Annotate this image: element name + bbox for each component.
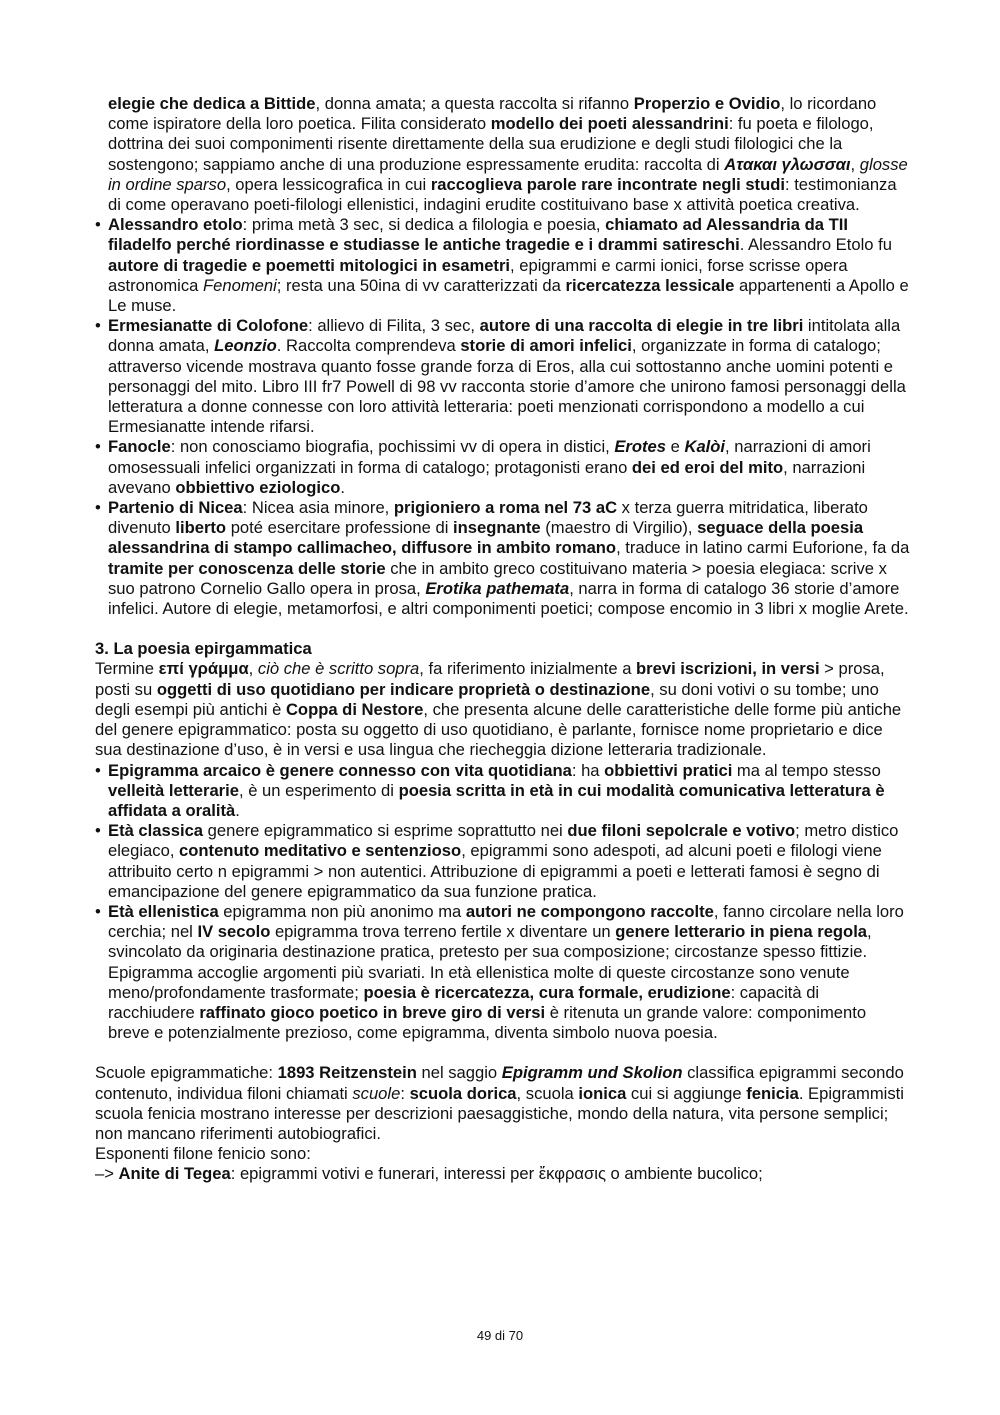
- text-span: :: [400, 1083, 410, 1103]
- text-span: Leonzio: [214, 336, 277, 356]
- text-span: genere letterario in piena regola: [615, 922, 868, 942]
- text-span: glosse in ordine sparso: [108, 154, 908, 194]
- paragraph: [95, 1063, 910, 1144]
- text-span: scuola dorica: [409, 1083, 517, 1103]
- text-span: .: [235, 800, 240, 820]
- text-span: tramite per conoscenza delle storie: [108, 558, 386, 578]
- text-span: ; resta una 50ina di vv caratterizzati da: [276, 275, 566, 295]
- text-span: poesia è ricercatezza, cura formale, erudizione: [363, 982, 731, 1002]
- section-heading: [95, 639, 910, 659]
- text-span: 3. La poesia epirgammatica: [95, 639, 312, 659]
- text-span: ,: [248, 659, 258, 679]
- text-span: classifica epigrammi secondo contenuto, individua filoni chiamati: [95, 1063, 904, 1103]
- text-span: , opera lessicografica in cui: [226, 174, 431, 194]
- text-span: Coppa di Nestore: [285, 699, 424, 719]
- text-span: ,: [850, 154, 860, 174]
- text-span: seguace della poesia alessandrina di stampo callimacheo, diffusore in ambito romano: [108, 518, 864, 558]
- text-span: : ha: [571, 760, 605, 780]
- text-span: chiamato ad Alessandria da TII filadelfo perché riordinasse e studiasse le antiche tragedie e i drammi satireschi: [108, 215, 848, 255]
- text-span: : prima metà 3 sec, si dedica a filologia e poesia,: [242, 215, 606, 235]
- text-span: epigramma non più anonimo ma: [218, 901, 466, 921]
- text-span: Epigramma arcaico è genere connesso con vita quotidiana: [108, 760, 572, 780]
- text-span: IV secolo: [197, 922, 271, 942]
- bullet-item: [95, 437, 910, 498]
- text-span: velleità letterarie: [108, 780, 239, 800]
- text-span: fenicia: [746, 1083, 799, 1103]
- text-span: prigioniero a roma nel 73 aC: [393, 498, 618, 518]
- text-span: , epigrammi sono adespoti, ad alcuni poeti e filologi viene attribuito certo n epigrammi > non autentici. Attribuzione di epigrammi a poeti e letterati famosi è segno di emancipazione del genere epigrammatico da sua funzione pratica.: [108, 841, 882, 901]
- bullet-item: [95, 761, 910, 822]
- text-span: Epigramm und Skolion: [501, 1063, 683, 1083]
- text-span: ; metro distico elegiaco,: [108, 821, 899, 861]
- text-span: è ritenuta un grande valore: componimento breve e potenzialmente prezioso, come epigramma, diventa simbolo nuova poesia.: [108, 1002, 867, 1043]
- text-span: Fanocle: [108, 437, 171, 457]
- text-span: , organizzate in forma di catalogo; attraverso vicende mostrava quanto fosse grande forza di Eros, alla cui sottostanno anche uomini potenti e personaggi del mito. Libro III fr7 Powell di 98 vv racconta storie d’amore che unirono famosi personaggi della letteratura a donne connesse con loro attività letteraria: poeti menzionati corrispondono a modello a cui Ermesianatte intende rifarsi.: [108, 336, 906, 437]
- text-span: modello dei poeti alessandrini: [490, 114, 729, 134]
- text-span: raffinato gioco poetico in breve giro di versi: [199, 1002, 546, 1022]
- text-span: appartenenti a Apollo e Le muse.: [108, 275, 909, 316]
- text-span: Properzio e Ovidio: [633, 94, 781, 113]
- text-span: brevi iscrizioni, in versi: [636, 659, 820, 679]
- text-span: nel saggio: [416, 1063, 502, 1083]
- bullet-item: [95, 498, 910, 619]
- text-span: , svincolato da originaria destinazione pratica, pretesto per sua composizione; circostanze spesso fittizie. Epigramma accoglie argomenti più svariati. In età ellenistica molte di queste circostanze sono venute meno/profondamente trasformate;: [108, 922, 872, 1002]
- text-span: Termine: [95, 659, 159, 679]
- text-span: dei ed eroi del mito: [631, 457, 784, 477]
- text-span: : fu poeta e filologo, dottrina dei suoi componimenti risente direttamente della sua erudizione e degli studi filologici che la sostengono; sappiamo anche di una produzione espressamente erudita: raccolta di: [108, 114, 874, 174]
- text-span: insegnante: [453, 518, 541, 538]
- text-span: Ατακαι γλωσσαι: [724, 154, 851, 174]
- text-span: Erotes: [614, 437, 667, 457]
- paragraph: [95, 659, 910, 760]
- text-span: : testimonianza di come operavano poeti-filologi ellenistici, indagini erudite costituivano base x attività poetica creativa.: [108, 174, 897, 215]
- text-span: : epigrammi votivi e funerari, interessi per ἔκφρασις o ambiente bucolico;: [230, 1164, 763, 1184]
- text-span: elegie che dedica a Bittide: [108, 94, 316, 113]
- text-span: e: [666, 437, 685, 457]
- text-span: . Raccolta comprendeva: [276, 336, 461, 356]
- text-span: 1893 Reitzenstein: [277, 1063, 417, 1083]
- text-span: epigramma trova terreno fertile x diventare un: [270, 922, 616, 942]
- text-span: cui si aggiunge: [626, 1083, 747, 1103]
- bullet-list: [95, 761, 910, 1044]
- text-span: , narrazioni di amori omosessuali infelici organizzati in forma di catalogo; protagonisti erano: [108, 437, 871, 477]
- text-span: Scuole epigrammatiche:: [95, 1063, 278, 1083]
- text-span: , lo ricordano come ispiratore della loro poetica. Filita considerato: [108, 94, 877, 134]
- text-span: , narra in forma di catalogo 36 storie d’amore infelici. Autore di elegie, metamorfosi, e altri componimenti poetici; compose encomio in 3 libri x moglie Arete.: [108, 578, 909, 619]
- text-span: Kalòi: [684, 437, 726, 457]
- text-span: autore di tragedie e poemetti mitologici in esametri: [108, 255, 511, 275]
- text-span: storie di amori infelici: [460, 336, 632, 356]
- spacer: [95, 1043, 910, 1063]
- text-span: , che presenta alcune delle caratteristiche delle forme più antiche del genere epigrammatico: posta su oggetto di uso quotidiano, è parlante, fornisce nome proprietario e dice sua destinazione d’uso, è in versi e usa lingua che riecheggia dizione letteraria tradizionale.: [95, 699, 902, 760]
- text-span: autore di una raccolta di elegie in tre libri: [479, 316, 804, 336]
- text-span: liberto: [175, 518, 227, 538]
- text-span: . Epigrammisti scuola fenicia mostrano interesse per descrizioni paesaggistiche, mondo della natura, vita persone semplici; non mancano riferimenti autobiografici.: [95, 1083, 904, 1143]
- text-span: autori ne compongono raccolte: [465, 901, 714, 921]
- text-span: > prosa, posti su: [95, 659, 885, 699]
- text-span: Età classica: [108, 821, 204, 841]
- text-span: oggetti di uso quotidiano per indicare proprietà o destinazione: [156, 679, 651, 699]
- text-span: : capacità di racchiudere: [108, 982, 820, 1022]
- text-span: , fanno circolare nella loro cerchia; nel: [108, 901, 904, 942]
- text-span: Età ellenistica: [108, 901, 219, 921]
- text-span: Anite di Tegea: [118, 1164, 231, 1184]
- bullet-item: [95, 316, 910, 437]
- text-span: scuole: [352, 1083, 401, 1103]
- text-span: : Nicea asia minore,: [242, 498, 394, 518]
- text-span: –>: [95, 1164, 119, 1184]
- text-span: Alessandro etolo: [108, 215, 243, 235]
- text-span: Erotika pathemata: [425, 578, 570, 598]
- spacer: [95, 619, 910, 639]
- bullet-item: [95, 215, 910, 316]
- text-span: Partenio di Nicea: [108, 498, 243, 518]
- text-span: , è un esperimento di: [238, 780, 399, 800]
- text-span: , scuola: [516, 1083, 579, 1103]
- bullet-item: [95, 902, 910, 1043]
- text-span: ciò che è scritto sopra: [257, 659, 420, 679]
- text-span: due filoni sepolcrale e votivo: [567, 821, 796, 841]
- text-span: x terza guerra mitridatica, liberato divenuto: [108, 498, 868, 538]
- paragraph: [95, 1144, 910, 1164]
- text-span: Fenomeni: [203, 275, 277, 295]
- text-span: ionica: [578, 1083, 627, 1103]
- text-span: (maestro di Virgilio),: [540, 518, 698, 538]
- text-span: .: [340, 477, 345, 497]
- text-span: genere epigrammatico si esprime soprattutto nei: [203, 821, 568, 841]
- text-span: ricercatezza lessicale: [565, 275, 735, 295]
- continued-bullet-text: [95, 94, 910, 215]
- text-span: raccoglieva parole rare incontrate negli studi: [430, 174, 785, 194]
- text-span: ma al tempo stesso: [732, 760, 881, 780]
- text-span: contenuto meditativo e sentenzioso: [179, 841, 462, 861]
- text-span: Ermesianatte di Colofone: [108, 316, 309, 336]
- text-span: : allievo di Filita, 3 sec,: [308, 316, 480, 336]
- bullet-item: [95, 821, 910, 902]
- text-span: . Alessandro Etolo fu: [739, 235, 892, 255]
- page-number: 49 di 70: [476, 1328, 524, 1343]
- document-body: [95, 94, 910, 1185]
- text-span: poté esercitare professione di: [226, 518, 453, 538]
- text-span: , fa riferimento inizialmente a: [419, 659, 637, 679]
- text-span: , epigrammi e carmi ionici, forse scrisse opera astronomica: [108, 255, 848, 295]
- text-span: Esponenti filone fenicio sono:: [95, 1144, 311, 1164]
- text-span: obbiettivi pratici: [604, 760, 733, 780]
- text-span: obbiettivo eziologico: [175, 477, 341, 497]
- text-span: , su doni votivi o su tombe; uno degli esempi più antichi è: [95, 679, 879, 719]
- text-span: : non conosciamo biografia, pochissimi vv di opera in distici,: [170, 437, 615, 457]
- text-span: , traduce in latino carmi Euforione, fa da: [616, 538, 910, 558]
- text-span: che in ambito greco costituivano materia > poesia elegiaca: scrive x suo patrono Cornelio Gallo opera in prosa,: [108, 558, 887, 598]
- text-span: poesia scritta in età in cui modalità comunicativa letteratura è affidata a oralità: [108, 780, 885, 820]
- text-span: , narrazioni avevano: [108, 457, 866, 497]
- bullet-list: [95, 215, 910, 619]
- text-span: επί γράμμα: [158, 659, 249, 679]
- text-span: , donna amata; a questa raccolta si rifanno: [315, 94, 634, 113]
- paragraph: [95, 1164, 910, 1184]
- text-span: intitolata alla donna amata,: [108, 316, 901, 356]
